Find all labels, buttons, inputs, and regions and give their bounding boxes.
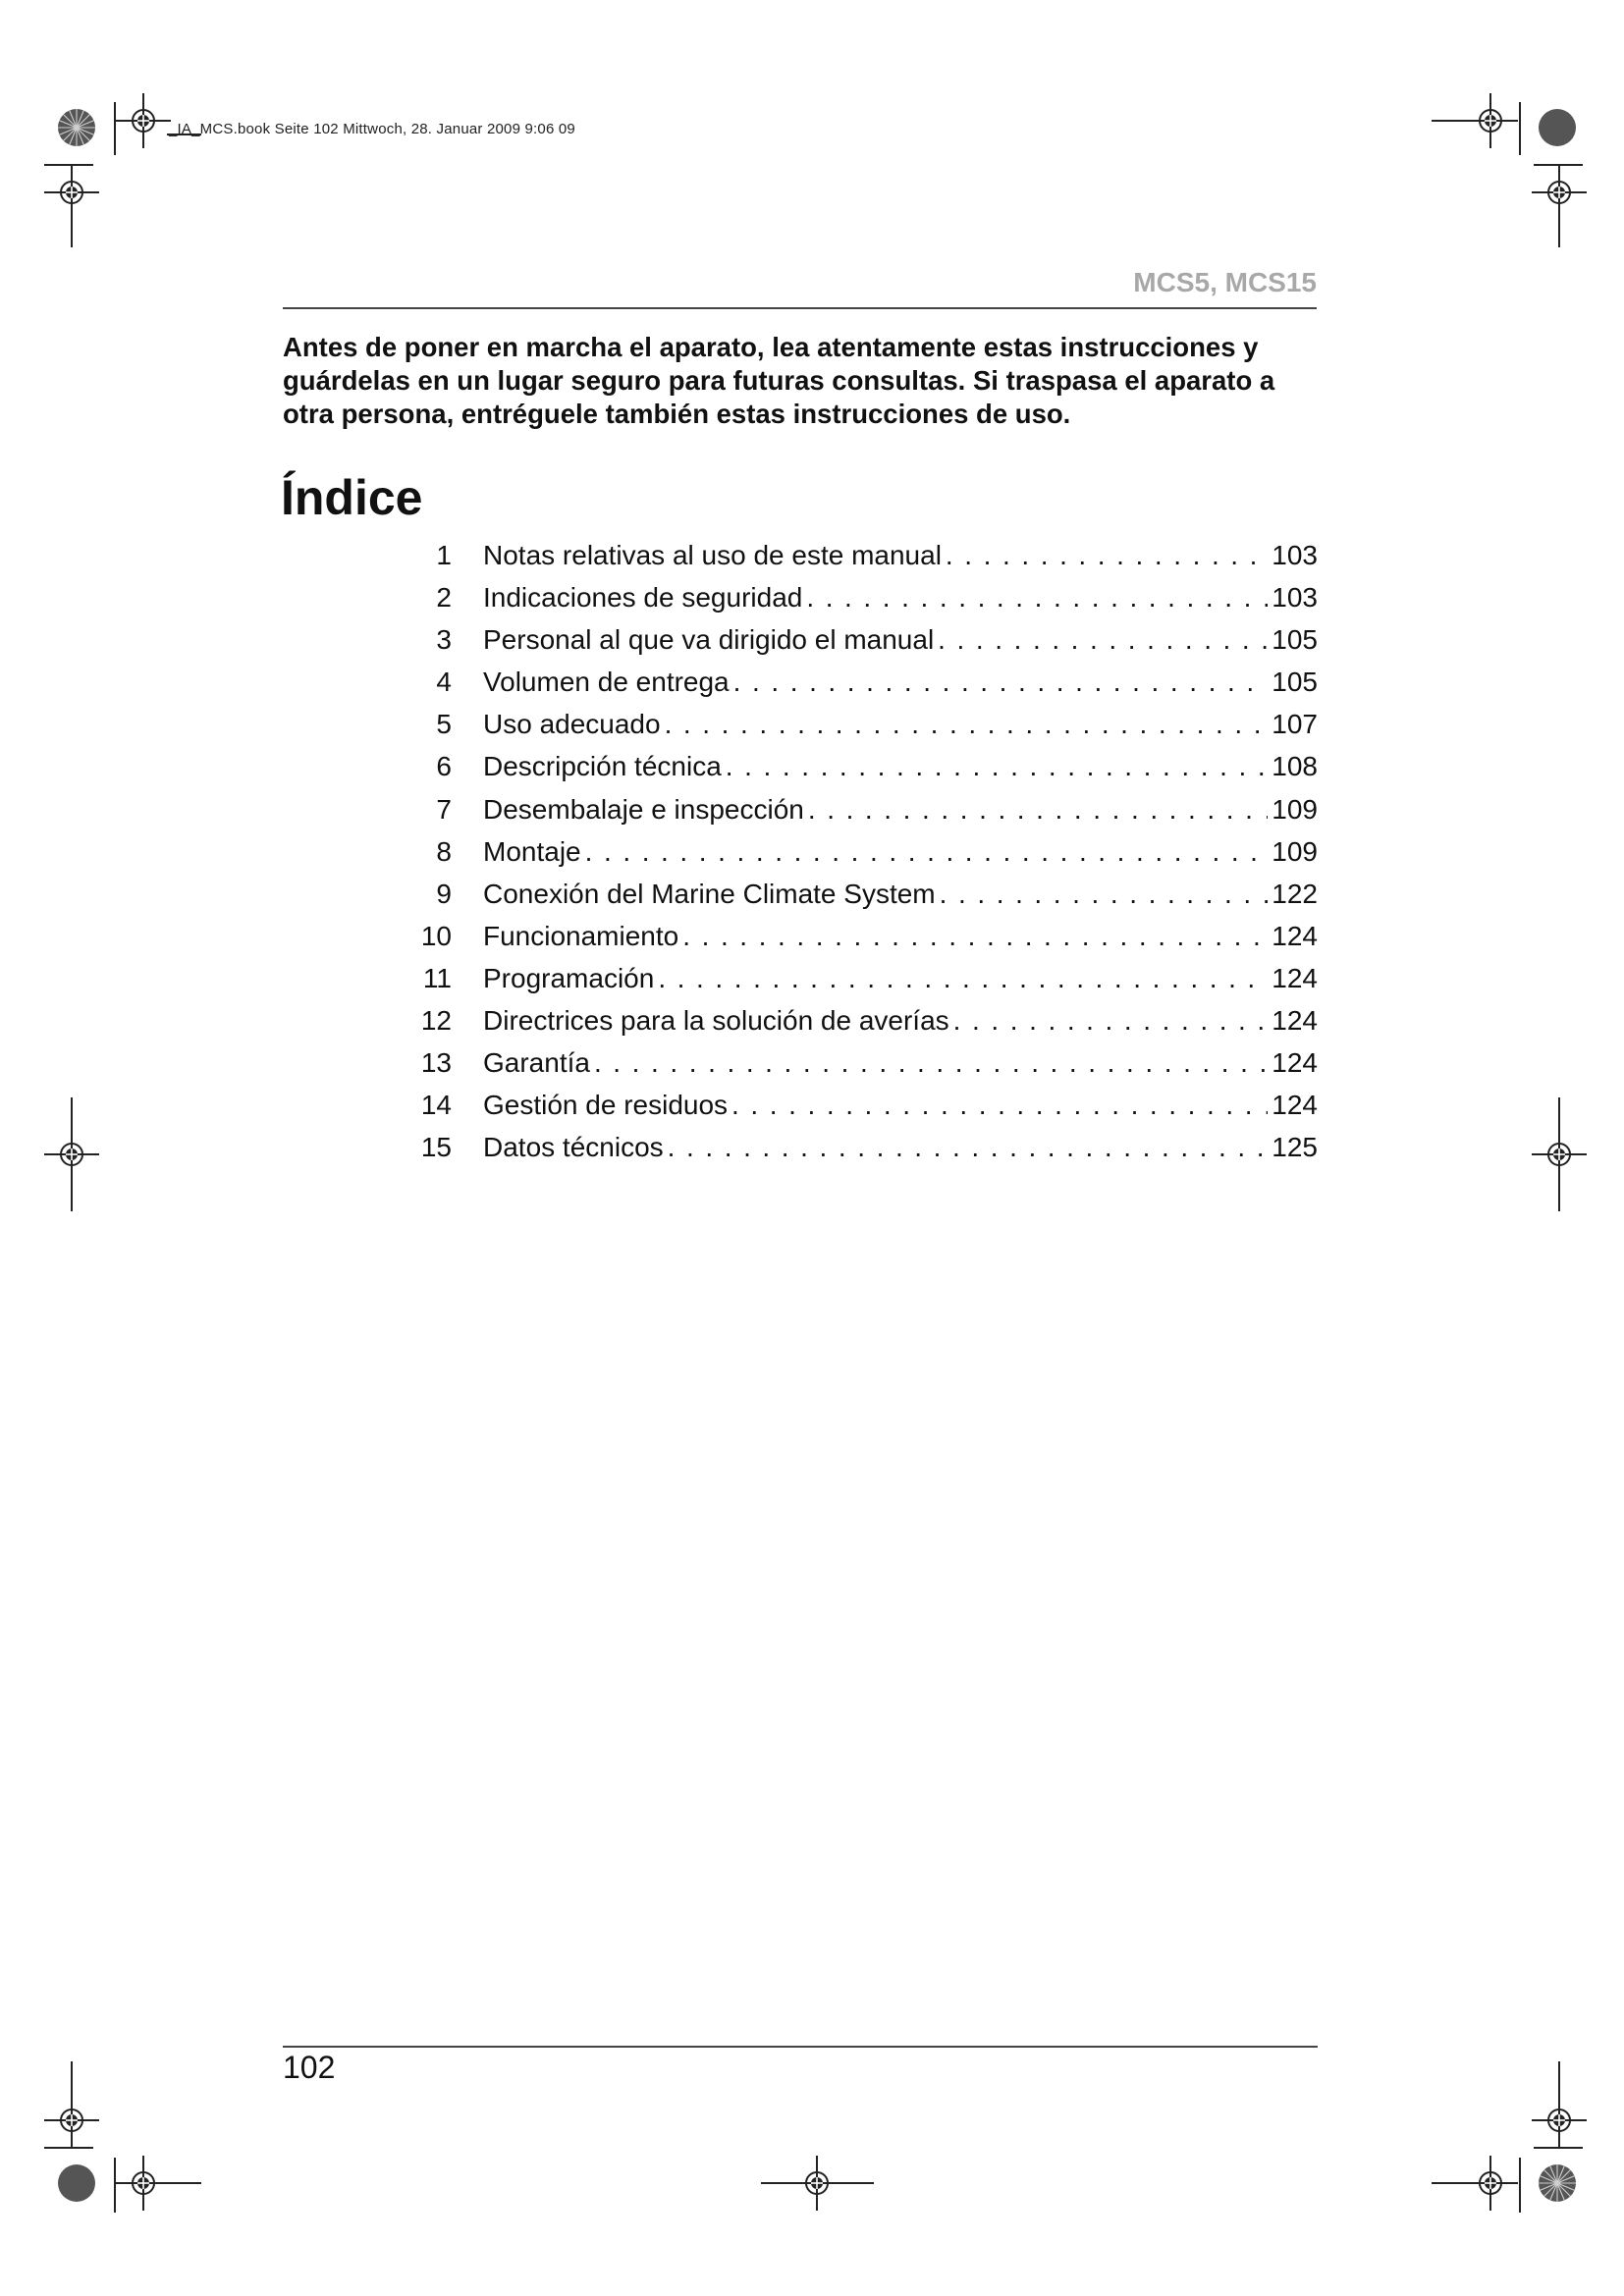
- toc-entry-page: 109: [1272, 793, 1318, 825]
- toc-entry-number: 8: [436, 835, 452, 867]
- toc-entry-number: 2: [436, 582, 452, 614]
- toc-entry[interactable]: [412, 921, 1318, 963]
- toc-list: [412, 540, 1318, 1174]
- toc-entry-page: 122: [1272, 878, 1318, 909]
- toc-entry-number: 7: [436, 793, 452, 825]
- toc-entry-page: 105: [1272, 667, 1318, 698]
- toc-entry-label: Garantía: [483, 1047, 590, 1079]
- toc-dot-leader: [953, 1005, 1269, 1037]
- registration-mark-icon: [1532, 1127, 1587, 1182]
- toc-entry-number: 3: [436, 624, 452, 656]
- registration-mark-icon: [1463, 2156, 1518, 2211]
- intro-paragraph: Antes de poner en marcha el aparato, lea atentamente estas instrucciones y guárdelas en un lugar seguro para futuras consultas. Si traspasa el aparato a otra persona, entréguele también estas instrucciones de uso.: [283, 332, 1275, 429]
- registration-mark-icon: [1532, 2093, 1587, 2148]
- toc-entry[interactable]: [412, 709, 1318, 751]
- toc-entry-label: Descripción técnica: [483, 751, 722, 782]
- toc-dot-leader: [682, 921, 1268, 952]
- toc-entry[interactable]: [412, 667, 1318, 709]
- toc-dot-leader: [665, 709, 1269, 740]
- toc-dot-leader: [946, 540, 1268, 571]
- toc-title: Índice: [281, 470, 423, 525]
- toc-entry-number: 6: [436, 751, 452, 782]
- toc-dot-leader: [585, 836, 1269, 868]
- toc-entry-label: Uso adecuado: [483, 709, 661, 740]
- toc-entry-page: 103: [1272, 540, 1318, 570]
- toc-entry-page: 108: [1272, 751, 1318, 782]
- toc-entry-page: 105: [1272, 624, 1318, 656]
- toc-entry-label: Conexión del Marine Climate System: [483, 878, 936, 909]
- toc-entry[interactable]: [412, 751, 1318, 793]
- toc-entry-number: 4: [436, 667, 452, 698]
- toc-entry-number: 10: [420, 920, 452, 951]
- toc-entry[interactable]: [412, 582, 1318, 624]
- header-rule: [283, 307, 1317, 309]
- toc-entry[interactable]: [412, 1047, 1318, 1090]
- toc-dot-leader: [938, 624, 1268, 656]
- toc-entry-label: Montaje: [483, 835, 581, 867]
- toc-entry[interactable]: [412, 963, 1318, 1005]
- registration-mark-icon: [1539, 2164, 1576, 2202]
- toc-entry-label: Datos técnicos: [483, 1132, 664, 1163]
- toc-entry-page: 103: [1272, 582, 1318, 614]
- registration-mark-icon: [58, 2164, 95, 2202]
- print-info: _IA_MCS.book Seite 102 Mittwoch, 28. Januar 2009 9:06 09: [169, 121, 575, 137]
- toc-entry[interactable]: [412, 1132, 1318, 1174]
- registration-mark-icon: [44, 165, 99, 220]
- toc-entry-label: Personal al que va dirigido el manual: [483, 624, 935, 656]
- toc-dot-leader: [940, 879, 1269, 910]
- registration-mark-icon: [44, 1127, 99, 1182]
- footer-rule: [283, 2046, 1318, 2048]
- toc-entry-page: 124: [1272, 962, 1318, 993]
- toc-entry-number: 9: [436, 878, 452, 909]
- toc-entry-page: 107: [1272, 709, 1318, 740]
- toc-entry-label: Programación: [483, 962, 655, 993]
- toc-dot-leader: [731, 1090, 1268, 1121]
- toc-dot-leader: [733, 667, 1269, 698]
- toc-entry-page: 125: [1272, 1132, 1318, 1163]
- toc-entry[interactable]: [412, 1090, 1318, 1132]
- toc-entry-label: Funcionamiento: [483, 920, 679, 951]
- toc-entry-label: Indicaciones de seguridad: [483, 582, 803, 614]
- toc-entry-label: Volumen de entrega: [483, 667, 730, 698]
- toc-entry-page: 124: [1272, 1005, 1318, 1037]
- toc-entry-page: 124: [1272, 1047, 1318, 1079]
- registration-mark-icon: [789, 2156, 844, 2211]
- toc-entry[interactable]: [412, 540, 1318, 582]
- toc-dot-leader: [808, 794, 1268, 826]
- registration-mark-icon: [1532, 165, 1587, 220]
- toc-entry[interactable]: [412, 624, 1318, 667]
- toc-dot-leader: [726, 751, 1269, 782]
- toc-entry-number: 5: [436, 709, 452, 740]
- toc-dot-leader: [806, 582, 1268, 614]
- registration-mark-icon: [1463, 93, 1518, 148]
- toc-entry-number: 14: [420, 1090, 452, 1121]
- toc-entry-page: 124: [1272, 920, 1318, 951]
- registration-mark-icon: [1539, 109, 1576, 146]
- registration-mark-icon: [44, 2093, 99, 2148]
- toc-entry[interactable]: [412, 1005, 1318, 1047]
- page-number: 102: [283, 2050, 336, 2085]
- registration-mark-icon: [58, 109, 95, 146]
- toc-entry-number: 12: [420, 1005, 452, 1037]
- toc-entry-label: Notas relativas al uso de este manual: [483, 540, 942, 570]
- toc-dot-leader: [668, 1132, 1269, 1163]
- toc-entry-number: 1: [436, 540, 452, 570]
- toc-entry-number: 15: [420, 1132, 452, 1163]
- toc-entry[interactable]: [412, 794, 1318, 836]
- registration-mark-icon: [116, 93, 171, 148]
- toc-dot-leader: [594, 1047, 1268, 1079]
- toc-entry-page: 109: [1272, 835, 1318, 867]
- toc-entry-page: 124: [1272, 1090, 1318, 1121]
- toc-entry[interactable]: [412, 836, 1318, 879]
- registration-mark-icon: [116, 2156, 171, 2211]
- toc-entry[interactable]: [412, 879, 1318, 921]
- toc-entry-label: Directrices para la solución de averías: [483, 1005, 949, 1037]
- toc-entry-label: Desembalaje e inspección: [483, 793, 804, 825]
- header-model: MCS5, MCS15: [1133, 267, 1317, 297]
- toc-entry-number: 13: [420, 1047, 452, 1079]
- toc-entry-label: Gestión de residuos: [483, 1090, 729, 1121]
- toc-dot-leader: [658, 963, 1268, 994]
- toc-entry-number: 11: [422, 962, 452, 993]
